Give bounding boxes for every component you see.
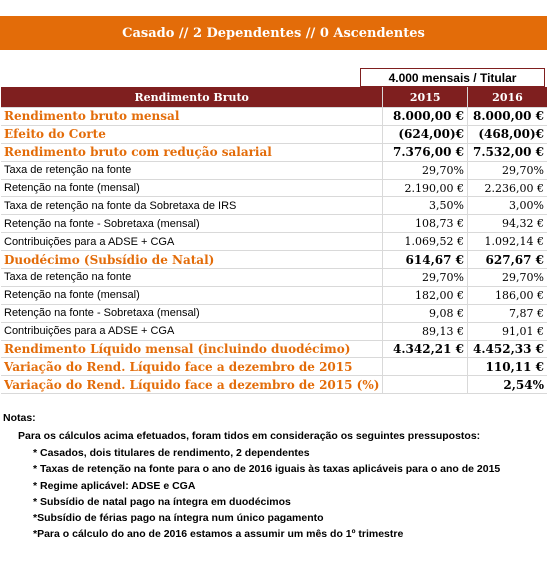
value-2015: 3,50%	[383, 197, 468, 215]
notes-section	[3, 412, 500, 543]
value-2015: 4.342,21 €	[383, 340, 468, 358]
header-2016: 2016	[467, 87, 547, 108]
row-label: Variação do Rend. Líquido face a dezembro de 2015	[1, 358, 383, 376]
table-row	[1, 143, 547, 161]
value-2016: 8.000,00 €	[467, 108, 547, 126]
note-item: * Regime aplicável: ADSE e CGA	[33, 479, 196, 492]
value-2015: 2.190,00 €	[383, 179, 468, 197]
table-row	[1, 322, 547, 340]
notes-list	[3, 445, 500, 543]
value-2016: 627,67 €	[467, 251, 547, 269]
row-label: Taxa de retenção na fonte da Sobretaxa de IRS	[1, 197, 383, 215]
row-label: Taxa de retenção na fonte	[1, 161, 383, 179]
value-2015: 7.376,00 €	[383, 143, 468, 161]
table-row	[1, 376, 547, 394]
value-2015: 108,73 €	[383, 215, 468, 233]
header-2015: 2015	[383, 87, 468, 108]
income-headline: 4.000 mensais / Titular	[360, 68, 545, 87]
value-2016: 1.092,14 €	[467, 233, 547, 251]
table-row	[1, 233, 547, 251]
value-2016: 94,32 €	[467, 215, 547, 233]
value-2016: (468,00)€	[467, 125, 547, 143]
row-label: Efeito do Corte	[1, 125, 383, 143]
row-label: Rendimento bruto com redução salarial	[1, 143, 383, 161]
table-row	[1, 358, 547, 376]
table-row	[1, 161, 547, 179]
row-label: Taxa de retenção na fonte	[1, 269, 383, 287]
row-label: Duodécimo (Subsídio de Natal)	[1, 251, 383, 269]
value-2016: 2.236,00 €	[467, 179, 547, 197]
value-2015: 614,67 €	[383, 251, 468, 269]
table-row	[1, 286, 547, 304]
value-2016: 110,11 €	[467, 358, 547, 376]
value-2015: 182,00 €	[383, 286, 468, 304]
value-2016: 186,00 €	[467, 286, 547, 304]
table-row	[1, 340, 547, 358]
value-2016: 4.452,33 €	[467, 340, 547, 358]
note-item: * Subsídio de natal pago na íntegra em duodécimos	[33, 495, 291, 508]
row-label: Retenção na fonte - Sobretaxa (mensal)	[1, 215, 383, 233]
row-label: Rendimento bruto mensal	[1, 108, 383, 126]
value-2016: 91,01 €	[467, 322, 547, 340]
value-2015: (624,00)€	[383, 125, 468, 143]
table-row	[1, 108, 547, 126]
table-header-row	[1, 87, 547, 108]
value-2015: 1.069,52 €	[383, 233, 468, 251]
row-label: Retenção na fonte (mensal)	[1, 286, 383, 304]
note-item: *Subsídio de férias pago na íntegra num único pagamento	[33, 512, 324, 525]
value-2016: 2,54%	[467, 376, 547, 394]
salary-table	[1, 87, 547, 394]
table-row	[1, 304, 547, 322]
value-2015: 89,13 €	[383, 322, 468, 340]
row-label: Retenção na fonte - Sobretaxa (mensal)	[1, 304, 383, 322]
value-2016: 29,70%	[467, 161, 547, 179]
page-banner: Casado // 2 Dependentes // 0 Ascendentes	[0, 16, 547, 50]
value-2015: 29,70%	[383, 269, 468, 287]
value-2015	[383, 376, 468, 394]
value-2015: 9,08 €	[383, 304, 468, 322]
value-2016: 7.532,00 €	[467, 143, 547, 161]
value-2016: 3,00%	[467, 197, 547, 215]
row-label: Contribuições para a ADSE + CGA	[1, 322, 383, 340]
note-item: *Para o cálculo do ano de 2016 estamos a assumir um mês do 1º trimestre	[33, 528, 404, 541]
value-2015	[383, 358, 468, 376]
note-item: * Taxas de retenção na fonte para o ano de 2016 iguais às taxas aplicáveis para o ano de 2015	[33, 463, 501, 476]
table-row	[1, 251, 547, 269]
header-label: Rendimento Bruto	[1, 87, 383, 108]
value-2016: 7,87 €	[467, 304, 547, 322]
row-label: Contribuições para a ADSE + CGA	[1, 233, 383, 251]
table-row	[1, 197, 547, 215]
table-row	[1, 269, 547, 287]
table-row	[1, 215, 547, 233]
value-2015: 8.000,00 €	[383, 108, 468, 126]
row-label: Rendimento Líquido mensal (incluindo duodécimo)	[1, 340, 383, 358]
table-row	[1, 125, 547, 143]
row-label: Variação do Rend. Líquido face a dezembro de 2015 (%)	[1, 376, 383, 394]
row-label: Retenção na fonte (mensal)	[1, 179, 383, 197]
value-2015: 29,70%	[383, 161, 468, 179]
notes-intro: Para os cálculos acima efetuados, foram tidos em consideração os seguintes pressupostos:	[18, 430, 481, 442]
note-item: * Casados, dois titulares de rendimento, 2 dependentes	[33, 447, 310, 459]
table-row	[1, 179, 547, 197]
value-2016: 29,70%	[467, 269, 547, 287]
notes-title: Notas:	[3, 412, 36, 424]
